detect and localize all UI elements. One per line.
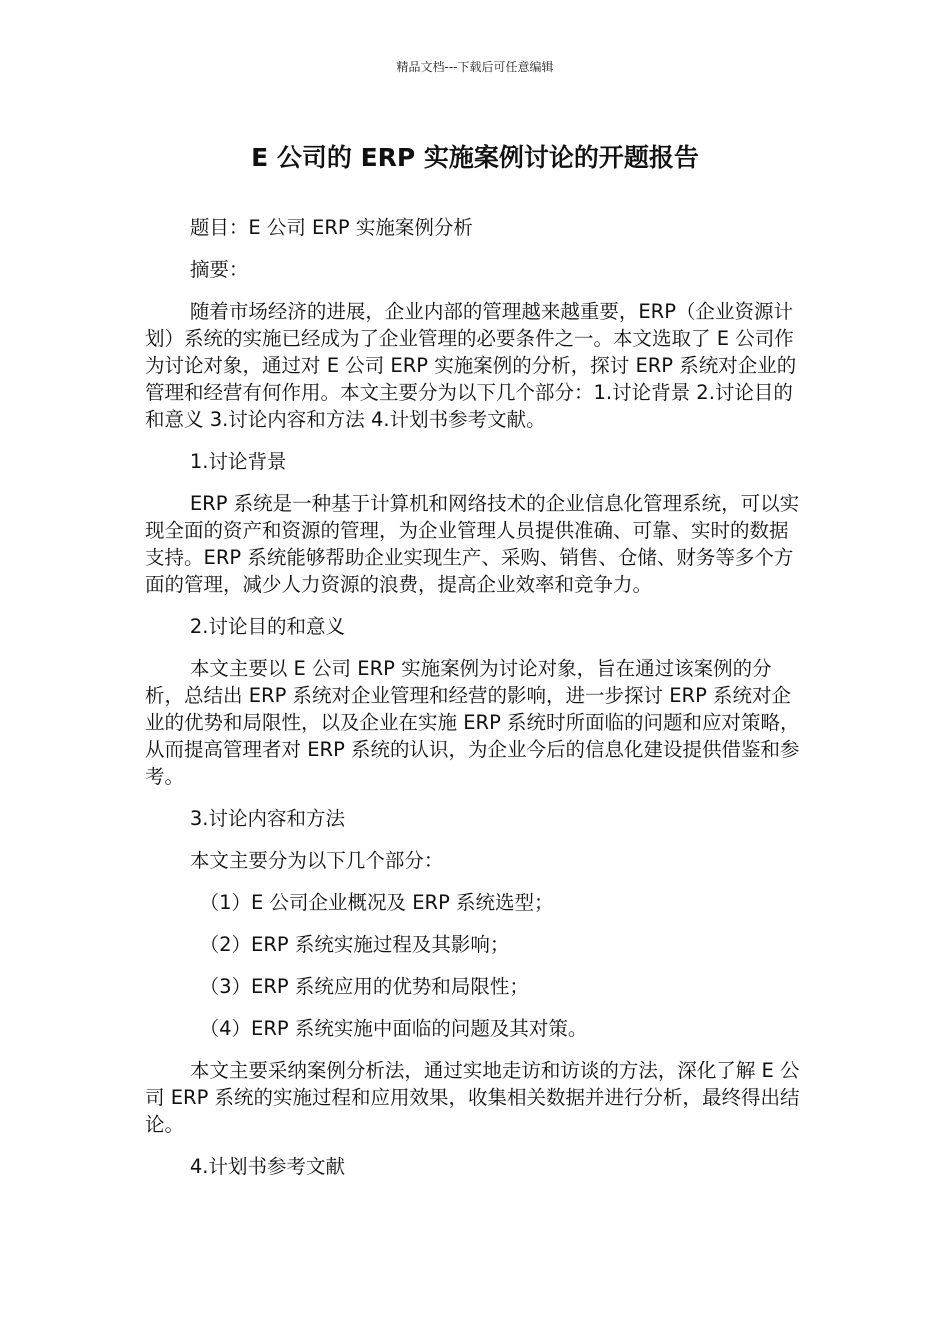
background-paragraph: ERP 系统是一种基于计算机和网络技术的企业信息化管理系统，可以实现全面的资产和资源的管理，为企业管理人员提供准确、可靠、实时的数据支持。ERP 系统能够帮助企业实现生产、采购、销售、仓储、财务等多个方面的管理，减少人力资源的浪费，提高企业效率和竞争力。 bbox=[145, 492, 800, 596]
section-heading-references: 4.计划书参考文献 bbox=[189, 1155, 345, 1178]
content-list-item: （4）ERP 系统实施中面临的问题及其对策。 bbox=[199, 1017, 588, 1040]
abstract-paragraph: 随着市场经济的进展，企业内部的管理越来越重要，ERP（企业资源计划）系统的实施已经成为了企业管理的必要条件之一。本文选取了 E 公司作为讨论对象，通过对 E 公司 ERP 实施案例的分析，探讨 ERP 系统对企业的管理和经营有何作用。本文主要分为以下几个部分：1.讨论背景 2.讨论目的和意义 3.讨论内容和方法 4.计划书参考文献。 bbox=[145, 300, 797, 431]
document-title: E 公司的 ERP 实施案例讨论的开题报告 bbox=[251, 143, 699, 172]
subject-line: 题目：E 公司 ERP 实施案例分析 bbox=[189, 216, 473, 239]
section-heading-content-method: 3.讨论内容和方法 bbox=[189, 807, 345, 830]
content-list-item: （3）ERP 系统应用的优势和局限性； bbox=[199, 975, 529, 998]
content-list-item: （2）ERP 系统实施过程及其影响； bbox=[199, 933, 510, 956]
document-body bbox=[145, 214, 807, 1195]
abstract-label: 摘要： bbox=[189, 258, 249, 281]
section-heading-background: 1.讨论背景 bbox=[189, 450, 287, 473]
section-heading-purpose: 2.讨论目的和意义 bbox=[189, 615, 345, 638]
content-intro: 本文主要分为以下几个部分： bbox=[189, 849, 444, 872]
content-list-item: （1）E 公司企业概况及 ERP 系统选型； bbox=[199, 891, 554, 914]
header-note: 精品文档---下载后可任意编辑 bbox=[396, 60, 554, 74]
method-paragraph: 本文主要采纳案例分析法，通过实地走访和访谈的方法，深化了解 E 公司 ERP 系统的实施过程和应用效果，收集相关数据并进行分析，最终得出结论。 bbox=[145, 1059, 800, 1136]
purpose-paragraph: 本文主要以 E 公司 ERP 实施案例为讨论对象，旨在通过该案例的分析，总结出 ERP 系统对企业管理和经营的影响，进一步探讨 ERP 系统对企业的优势和局限性，以及企业在实施 ERP 系统时所面临的问题和应对策略，从而提高管理者对 ERP 系统的认识，为企业今后的信息化建设提供借鉴和参考。 bbox=[145, 657, 800, 788]
